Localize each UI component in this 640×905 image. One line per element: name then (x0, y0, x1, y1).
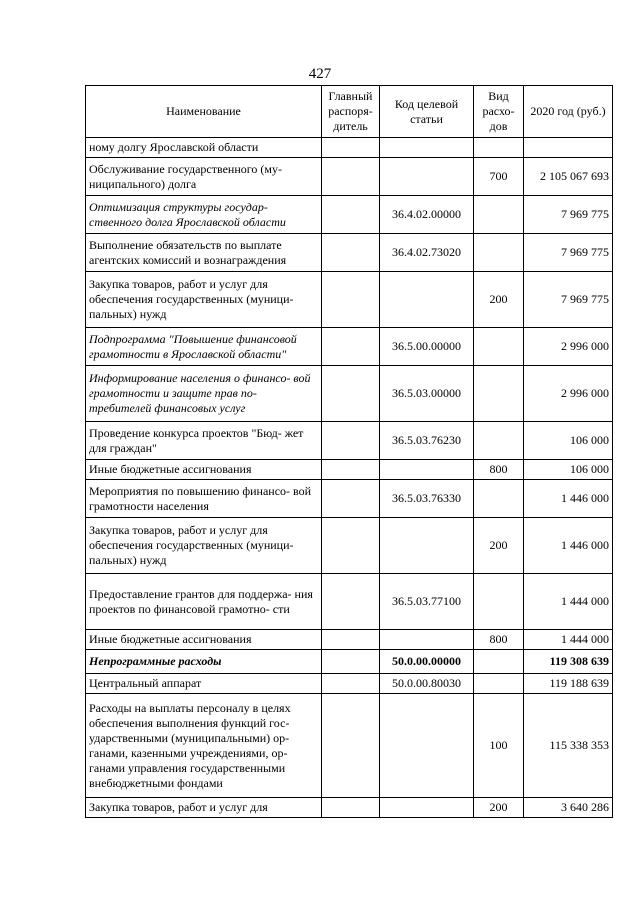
row-expense-type-cell: 200 (474, 518, 524, 574)
row-expense-type-cell (474, 574, 524, 630)
table-row (86, 650, 613, 674)
row-target-code-cell (380, 694, 474, 798)
row-name-cell: Выполнение обязательств по выплате агентских комиссий и вознаграждения (86, 234, 322, 272)
row-expense-type-cell (474, 674, 524, 694)
table-row (86, 158, 613, 196)
row-target-code-cell (380, 460, 474, 480)
row-manager-cell (322, 196, 380, 234)
header-target-code: Код целевой статьи (380, 86, 474, 138)
row-manager-cell (322, 234, 380, 272)
row-manager-cell (322, 630, 380, 650)
row-amount-cell: 115 338 353 (524, 694, 613, 798)
table-row (86, 328, 613, 366)
row-expense-type-cell: 800 (474, 460, 524, 480)
page-number: 427 (308, 66, 332, 82)
row-target-code-cell: 36.5.03.00000 (380, 366, 474, 422)
row-target-code-cell: 50.0.00.80030 (380, 674, 474, 694)
row-target-code-cell (380, 272, 474, 328)
row-expense-type-cell (474, 650, 524, 674)
row-amount-cell: 1 446 000 (524, 480, 613, 518)
row-target-code-cell (380, 138, 474, 158)
row-target-code-cell: 36.5.00.00000 (380, 328, 474, 366)
row-amount-cell: 7 969 775 (524, 234, 613, 272)
row-target-code-cell (380, 798, 474, 818)
row-amount-cell: 106 000 (524, 460, 613, 480)
row-manager-cell (322, 158, 380, 196)
table-header-row (86, 86, 613, 138)
row-target-code-cell: 36.4.02.00000 (380, 196, 474, 234)
row-target-code-cell (380, 518, 474, 574)
header-name: Наименование (86, 86, 322, 138)
budget-table (85, 85, 613, 818)
row-manager-cell (322, 460, 380, 480)
row-name-cell: Оптимизация структуры государ- ственного долга Ярославской области (86, 196, 322, 234)
row-amount-cell: 3 640 286 (524, 798, 613, 818)
row-target-code-cell: 50.0.00.00000 (380, 650, 474, 674)
table-row (86, 138, 613, 158)
table-row (86, 196, 613, 234)
row-amount-cell: 7 969 775 (524, 272, 613, 328)
row-name-cell: Иные бюджетные ассигнования (86, 460, 322, 480)
row-target-code-cell: 36.5.03.77100 (380, 574, 474, 630)
row-expense-type-cell (474, 196, 524, 234)
row-expense-type-cell (474, 328, 524, 366)
row-expense-type-cell: 700 (474, 158, 524, 196)
row-expense-type-cell: 100 (474, 694, 524, 798)
header-expense-type: Вид расхо- дов (474, 86, 524, 138)
row-amount-cell: 1 444 000 (524, 574, 613, 630)
row-target-code-cell: 36.5.03.76330 (380, 480, 474, 518)
header-amount-2020: 2020 год (руб.) (524, 86, 613, 138)
table-row (86, 574, 613, 630)
table-row (86, 694, 613, 798)
row-name-cell: Расходы на выплаты персоналу в целях обеспечения выполнения функций гос- ударственными (муниципальными) ор- ганами, казенными учреждениями, ор- ганами управления государственными внебюджетными фондами (86, 694, 322, 798)
row-expense-type-cell (474, 234, 524, 272)
table-row (86, 518, 613, 574)
row-manager-cell (322, 518, 380, 574)
row-name-cell: ному долгу Ярославской области (86, 138, 322, 158)
row-expense-type-cell: 200 (474, 798, 524, 818)
row-name-cell: Закупка товаров, работ и услуг для обеспечения государственных (муници- пальных) нужд (86, 272, 322, 328)
row-amount-cell: 2 996 000 (524, 366, 613, 422)
row-target-code-cell: 36.5.03.76230 (380, 422, 474, 460)
row-name-cell: Обслуживание государственного (му- ниципального) долга (86, 158, 322, 196)
row-amount-cell: 119 308 639 (524, 650, 613, 674)
row-manager-cell (322, 798, 380, 818)
row-manager-cell (322, 650, 380, 674)
row-name-cell: Информирование населения о финансо- вой грамотности и защите прав по- требителей финансовых услуг (86, 366, 322, 422)
table-row (86, 630, 613, 650)
table-row (86, 272, 613, 328)
row-expense-type-cell: 800 (474, 630, 524, 650)
row-amount-cell: 1 444 000 (524, 630, 613, 650)
row-name-cell: Закупка товаров, работ и услуг для обеспечения государственных (муници- пальных) нужд (86, 518, 322, 574)
row-manager-cell (322, 366, 380, 422)
table-row (86, 366, 613, 422)
table-row (86, 460, 613, 480)
row-amount-cell: 1 446 000 (524, 518, 613, 574)
row-name-cell: Предоставление грантов для поддержа- ния проектов по финансовой грамотно- сти (86, 574, 322, 630)
table-body (86, 138, 613, 818)
row-expense-type-cell (474, 366, 524, 422)
row-expense-type-cell (474, 138, 524, 158)
row-manager-cell (322, 422, 380, 460)
row-expense-type-cell: 200 (474, 272, 524, 328)
row-name-cell: Центральный аппарат (86, 674, 322, 694)
row-amount-cell: 2 996 000 (524, 328, 613, 366)
header-manager: Главный распоря- дитель (322, 86, 380, 138)
row-amount-cell: 2 105 067 693 (524, 158, 613, 196)
table-row (86, 798, 613, 818)
table-row (86, 422, 613, 460)
row-manager-cell (322, 574, 380, 630)
row-name-cell: Проведение конкурса проектов "Бюд- жет для граждан" (86, 422, 322, 460)
row-name-cell: Иные бюджетные ассигнования (86, 630, 322, 650)
row-expense-type-cell (474, 422, 524, 460)
row-target-code-cell: 36.4.02.73020 (380, 234, 474, 272)
table-row (86, 234, 613, 272)
row-amount-cell: 106 000 (524, 422, 613, 460)
row-amount-cell (524, 138, 613, 158)
row-amount-cell: 7 969 775 (524, 196, 613, 234)
row-manager-cell (322, 480, 380, 518)
table-row (86, 480, 613, 518)
table-row (86, 674, 613, 694)
row-amount-cell: 119 188 639 (524, 674, 613, 694)
row-name-cell: Непрограммные расходы (86, 650, 322, 674)
row-name-cell: Закупка товаров, работ и услуг для (86, 798, 322, 818)
row-manager-cell (322, 674, 380, 694)
row-target-code-cell (380, 158, 474, 196)
row-manager-cell (322, 138, 380, 158)
row-manager-cell (322, 272, 380, 328)
row-manager-cell (322, 694, 380, 798)
row-manager-cell (322, 328, 380, 366)
row-expense-type-cell (474, 480, 524, 518)
row-name-cell: Мероприятия по повышению финансо- вой грамотности населения (86, 480, 322, 518)
row-target-code-cell (380, 630, 474, 650)
row-name-cell: Подпрограмма "Повышение финансовой грамотности в Ярославской области" (86, 328, 322, 366)
